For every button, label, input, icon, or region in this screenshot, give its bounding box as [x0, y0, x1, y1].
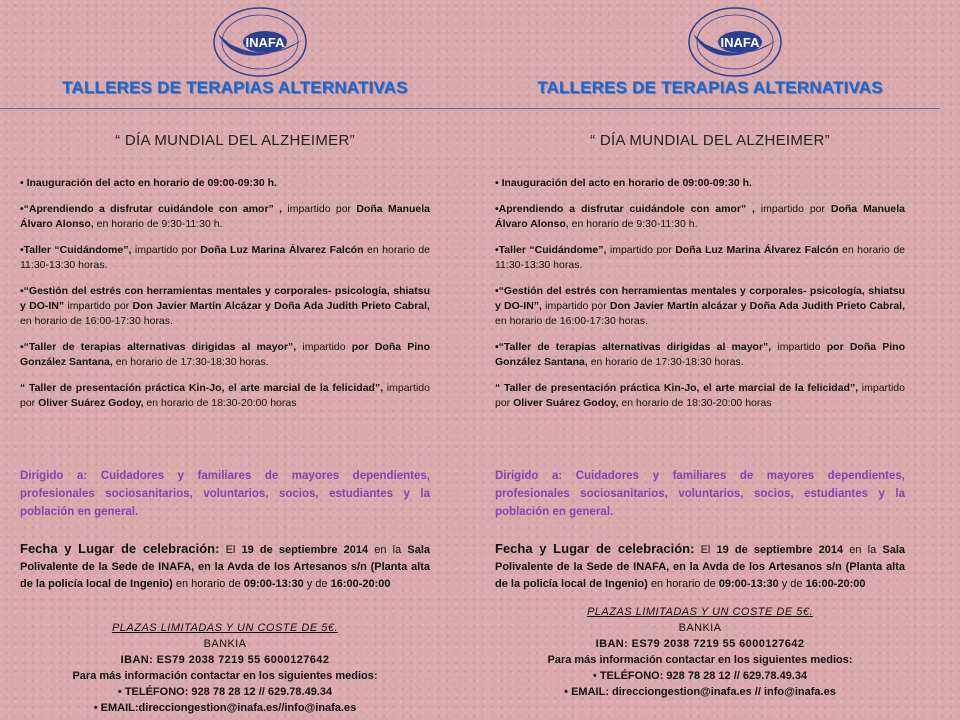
program-list: [495, 176, 905, 422]
program-item: “ Taller de presentación práctica Kin-Jo, el arte marcial de la felicidad”, impartido por Oliver Suárez Godoy, en horario de 18:30-20:00 horas: [20, 382, 430, 409]
program-list: [20, 176, 430, 422]
iban: IBAN: ES79 2038 7219 55 6000127642: [595, 638, 805, 650]
event-day: “ DÍA MUNDIAL DEL ALZHEIMER”: [115, 132, 355, 149]
contact-footer: [20, 620, 430, 716]
program-item: •Taller “Cuidándome”, impartido por Doña Luz Marina Álvarez Falcón en horario de 11:30-13:30 horas.: [20, 244, 430, 271]
program-item: “ Taller de presentación práctica Kin-Jo, el arte marcial de la felicidad”, impartido por Oliver Suárez Godoy, en horario de 18:30-20:00 horas: [495, 382, 905, 409]
iban: IBAN: ES79 2038 7219 55 6000127642: [120, 654, 330, 666]
audience-text: Dirigido a: Cuidadores y familiares de mayores dependientes, profesionales sociosanitarios, voluntarios, socios, estudiantes y la población en general.: [495, 470, 905, 518]
phone: • TELÉFONO: 928 78 28 12 // 629.78.49.34: [495, 668, 905, 684]
logo-brand: INAFA: [720, 35, 760, 50]
program-item: •Aprendiendo a disfrutar cuidándole con amor” , impartido por Doña Manuela Álvaro Alonso, en horario de 9:30-11:30 h.: [495, 203, 905, 230]
event-details: Fecha y Lugar de celebración: El 19 de septiembre 2014 en la Sala Polivalente de la Sede de INAFA, en la Avda de los Artesanos s/n (Planta alta de la policía local de Ingenio) en horario de 09:00-13:30 y de 16:00-20:00: [20, 541, 430, 590]
email: • EMAIL:direcciongestion@inafa.es//info@inafa.es: [20, 700, 430, 716]
event-details: Fecha y Lugar de celebración: El 19 de septiembre 2014 en la Sala Polivalente de la Sede de INAFA, en la Avda de los Artesanos s/n (Planta alta de la policía local de Ingenio) en horario de 09:00-13:30 y de 16:00-20:00: [495, 541, 905, 590]
email: • EMAIL: direcciongestion@inafa.es // info@inafa.es: [495, 684, 905, 700]
program-item: •Taller “Cuidándome”, impartido por Doña Luz Marina Álvarez Falcón en horario de 11:30-13:30 horas.: [495, 244, 905, 271]
audience-text: Dirigido a: Cuidadores y familiares de mayores dependientes, profesionales sociosanitarios, voluntarios, socios, estudiantes y la población en general.: [20, 470, 430, 518]
contact-intro: Para más información contactar en los siguientes medios:: [547, 654, 853, 666]
flyer-right: [495, 0, 925, 720]
event-day: “ DÍA MUNDIAL DEL ALZHEIMER”: [590, 132, 830, 149]
flyer-title: TALLERES DE TERAPIAS ALTERNATIVAS: [62, 78, 408, 97]
program-item: • Inauguración del acto en horario de 09:00-09:30 h.: [20, 177, 277, 189]
flyer-title: TALLERES DE TERAPIAS ALTERNATIVAS: [537, 78, 883, 97]
program-item: •“Gestión del estrés con herramientas mentales y corporales- psicología, shiatsu y DO-IN”, impartido por Don Javier Martín alcázar y Doña Ada Judith Prieto Cabral, en horario de 16:00-17:30 horas.: [495, 285, 905, 327]
program-item: •“Taller de terapias alternativas dirigidas al mayor”, impartido por Doña Pino González Santana, en horario de 17:30-18:30 horas.: [495, 341, 905, 368]
bank-name: BANKIA: [678, 622, 722, 634]
bank-name: BANKIA: [203, 638, 247, 650]
program-item: •“Taller de terapias alternativas dirigidas al mayor”, impartido por Doña Pino González Santana, en horario de 17:30-18:30 horas.: [20, 341, 430, 368]
logo-brand: INAFA: [245, 35, 285, 50]
price-notice: PLAZAS LIMITADAS Y UN COSTE DE 5€.: [586, 606, 814, 618]
price-notice: PLAZAS LIMITADAS Y UN COSTE DE 5€.: [111, 622, 339, 634]
inafa-logo: [210, 4, 310, 82]
program-item: • Inauguración del acto en horario de 09:00-09:30 h.: [495, 177, 752, 189]
contact-intro: Para más información contactar en los siguientes medios:: [72, 670, 378, 682]
flyer-left: [20, 0, 450, 720]
contact-footer: [495, 604, 905, 700]
phone: • TELÉFONO: 928 78 28 12 // 629.78.49.34: [20, 684, 430, 700]
inafa-logo: [685, 4, 785, 82]
program-item: •“Aprendiendo a disfrutar cuidándole con amor” , impartido por Doña Manuela Álvaro Alonso, en horario de 9:30-11:30 h.: [20, 203, 430, 230]
program-item: •“Gestión del estrés con herramientas mentales y corporales- psicología, shiatsu y DO-IN” impartido por Don Javier Martín Alcázar y Doña Ada Judith Prieto Cabral, en horario de 16:00-17:30 horas.: [20, 285, 430, 327]
